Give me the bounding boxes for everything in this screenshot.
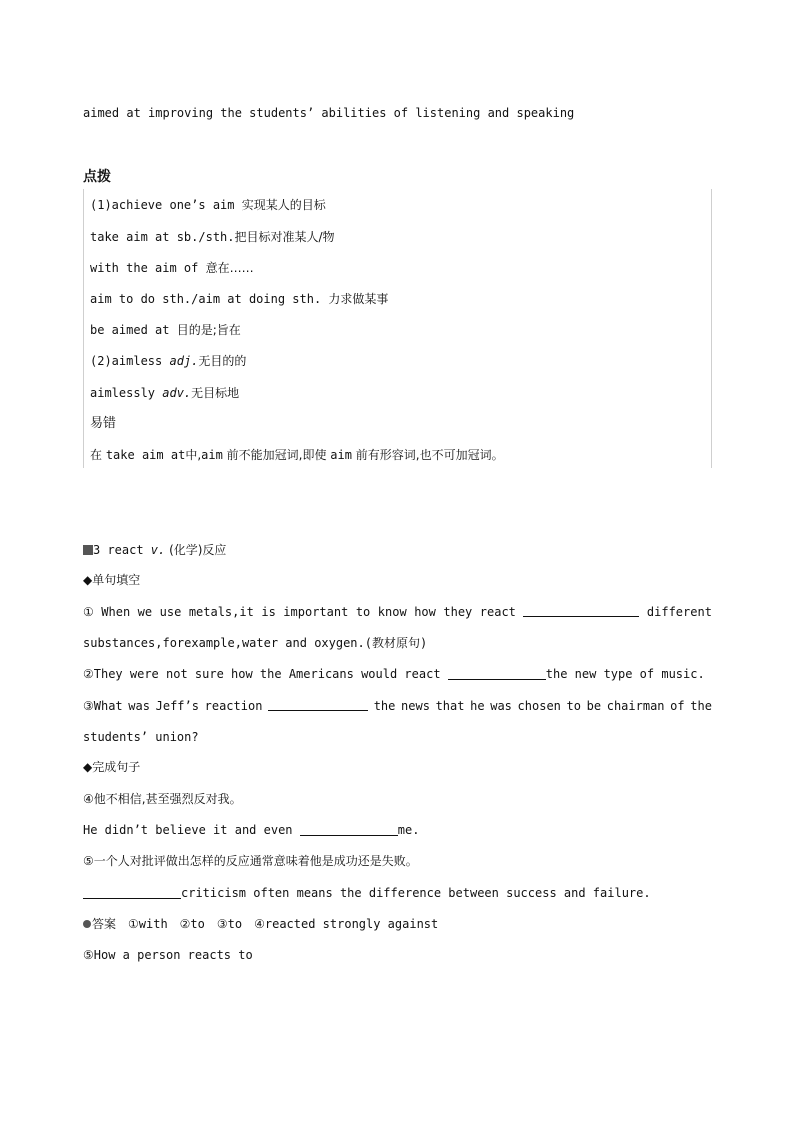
q3-word: reaction: [204, 699, 263, 713]
q5-text: criticism often means the difference between success and failure.: [181, 886, 651, 900]
tip-en: (2)aimless: [90, 354, 170, 368]
section-complete-title: ◆完成句子: [83, 760, 141, 774]
tip-zh: 中,: [185, 448, 202, 462]
tip-error-label: 易错: [90, 416, 117, 431]
tip-row-9: [90, 447, 504, 463]
q2-text-end: the new type of music.: [545, 667, 705, 681]
tip-zh: 目的是;旨在: [176, 323, 241, 337]
q3-word: news: [401, 699, 430, 713]
tip-zh: 力求做某事: [328, 292, 389, 306]
q1-line1: [83, 604, 712, 620]
tip-row-1: [90, 197, 326, 213]
q1-word: important: [283, 605, 349, 619]
tip-en: be aimed at: [90, 323, 177, 337]
q3-word: chairman: [606, 699, 665, 713]
q3-line2: students’ union?: [83, 730, 199, 744]
q1-word: we: [137, 605, 153, 619]
q3-word: the: [690, 699, 712, 713]
q3-blank[interactable]: [268, 698, 368, 711]
q3-word: he: [470, 699, 485, 713]
tip-pos: adv.: [162, 386, 192, 400]
q1-word: to: [355, 605, 371, 619]
answer-2: ②to: [179, 917, 205, 931]
square-icon: [83, 545, 93, 555]
tip-row-6: [90, 353, 246, 369]
q1-word: they: [443, 605, 473, 619]
word-number: 3 react: [93, 543, 151, 557]
q3-word: the: [373, 699, 396, 713]
q1-word: know: [377, 605, 407, 619]
tip-pos: adj.: [169, 354, 199, 368]
q3-word: be: [586, 699, 602, 713]
answer-line: [83, 916, 438, 932]
q1-word: how: [414, 605, 436, 619]
tip-row-3: [90, 260, 254, 276]
tip-zh: 前不能加冠词,即使: [222, 448, 331, 462]
q1-word: When: [101, 605, 131, 619]
tip-zh: 实现某人的目标: [241, 198, 326, 212]
word-heading: [83, 542, 226, 558]
tip-en: (1)achieve one’s aim: [90, 198, 242, 212]
q2-blank[interactable]: [448, 667, 546, 680]
answer-icon: [83, 920, 91, 928]
q3-word: was: [490, 699, 512, 713]
q4-line: [83, 822, 419, 838]
word-meaning: (化学)反应: [165, 543, 227, 557]
answer-line-2: ⑤How a person reacts to: [83, 948, 253, 962]
tip-row-5: [90, 322, 241, 338]
answer-label: 答案: [92, 917, 117, 931]
tip-en: take aim at: [105, 448, 186, 462]
q3-word: ③What: [83, 699, 123, 713]
q1-word: ①: [83, 605, 94, 619]
q4-chinese: ④他不相信,甚至强烈反对我。: [83, 792, 242, 806]
q1-word: is: [261, 605, 276, 619]
q2-line: [83, 666, 705, 682]
tips-heading: 点拨: [83, 169, 111, 185]
q5-line: [83, 885, 651, 901]
q5-chinese: ⑤一个人对批评做出怎样的反应通常意味着他是成功还是失败。: [83, 854, 418, 868]
q3-line1: [83, 698, 712, 714]
tip-en: aim: [201, 448, 223, 462]
section-fill-blank-title: ◆单句填空: [83, 573, 141, 587]
tip-zh: 在: [90, 448, 106, 462]
q1-word: different: [646, 605, 712, 619]
tip-en: with the aim of: [90, 261, 206, 275]
q1-blank[interactable]: [523, 604, 639, 617]
q2-text: ②They were not sure how the Americans would react: [83, 667, 448, 681]
tip-zh: 把目标对准某人/物: [234, 230, 335, 244]
q1-line2: substances,forexample,water and oxygen.(教材原句): [83, 636, 428, 650]
q3-word: to: [566, 699, 581, 713]
answer-1: ①with: [128, 917, 168, 931]
q3-word: that: [435, 699, 465, 713]
q4-blank[interactable]: [300, 823, 398, 836]
q4-text-end: me.: [397, 823, 420, 837]
q3-word: Jeff’s: [155, 699, 199, 713]
q1-word: use: [159, 605, 182, 619]
tip-zh: 意在……: [205, 261, 254, 275]
q1-word: react: [479, 605, 516, 619]
tip-en: take aim at sb./sth.: [90, 230, 235, 244]
tip-zh: 前有形容词,也不可加冠词。: [351, 448, 504, 462]
q4-text: He didn’t believe it and even: [83, 823, 300, 837]
tip-en: aim: [330, 448, 352, 462]
q1-word: metals,it: [188, 605, 254, 619]
answer-3: ③to: [216, 917, 243, 931]
tip-zh: 无目标地: [191, 386, 240, 400]
tip-row-4: [90, 291, 388, 307]
tip-row-7: [90, 385, 239, 401]
intro-line: aimed at improving the students’ abilities of listening and speaking: [83, 106, 575, 120]
tip-zh: 无目的的: [198, 354, 247, 368]
answer-4: ④reacted strongly against: [254, 917, 439, 931]
q5-blank[interactable]: [83, 886, 181, 899]
q3-word: chosen: [517, 699, 561, 713]
word-pos: v.: [150, 543, 166, 557]
q3-word: of: [670, 699, 685, 713]
tip-en: aimlessly: [90, 386, 163, 400]
tips-box: [83, 189, 712, 468]
tip-row-2: [90, 229, 335, 245]
q3-word: was: [128, 699, 150, 713]
tip-en: aim to do sth./aim at doing sth.: [90, 292, 329, 306]
